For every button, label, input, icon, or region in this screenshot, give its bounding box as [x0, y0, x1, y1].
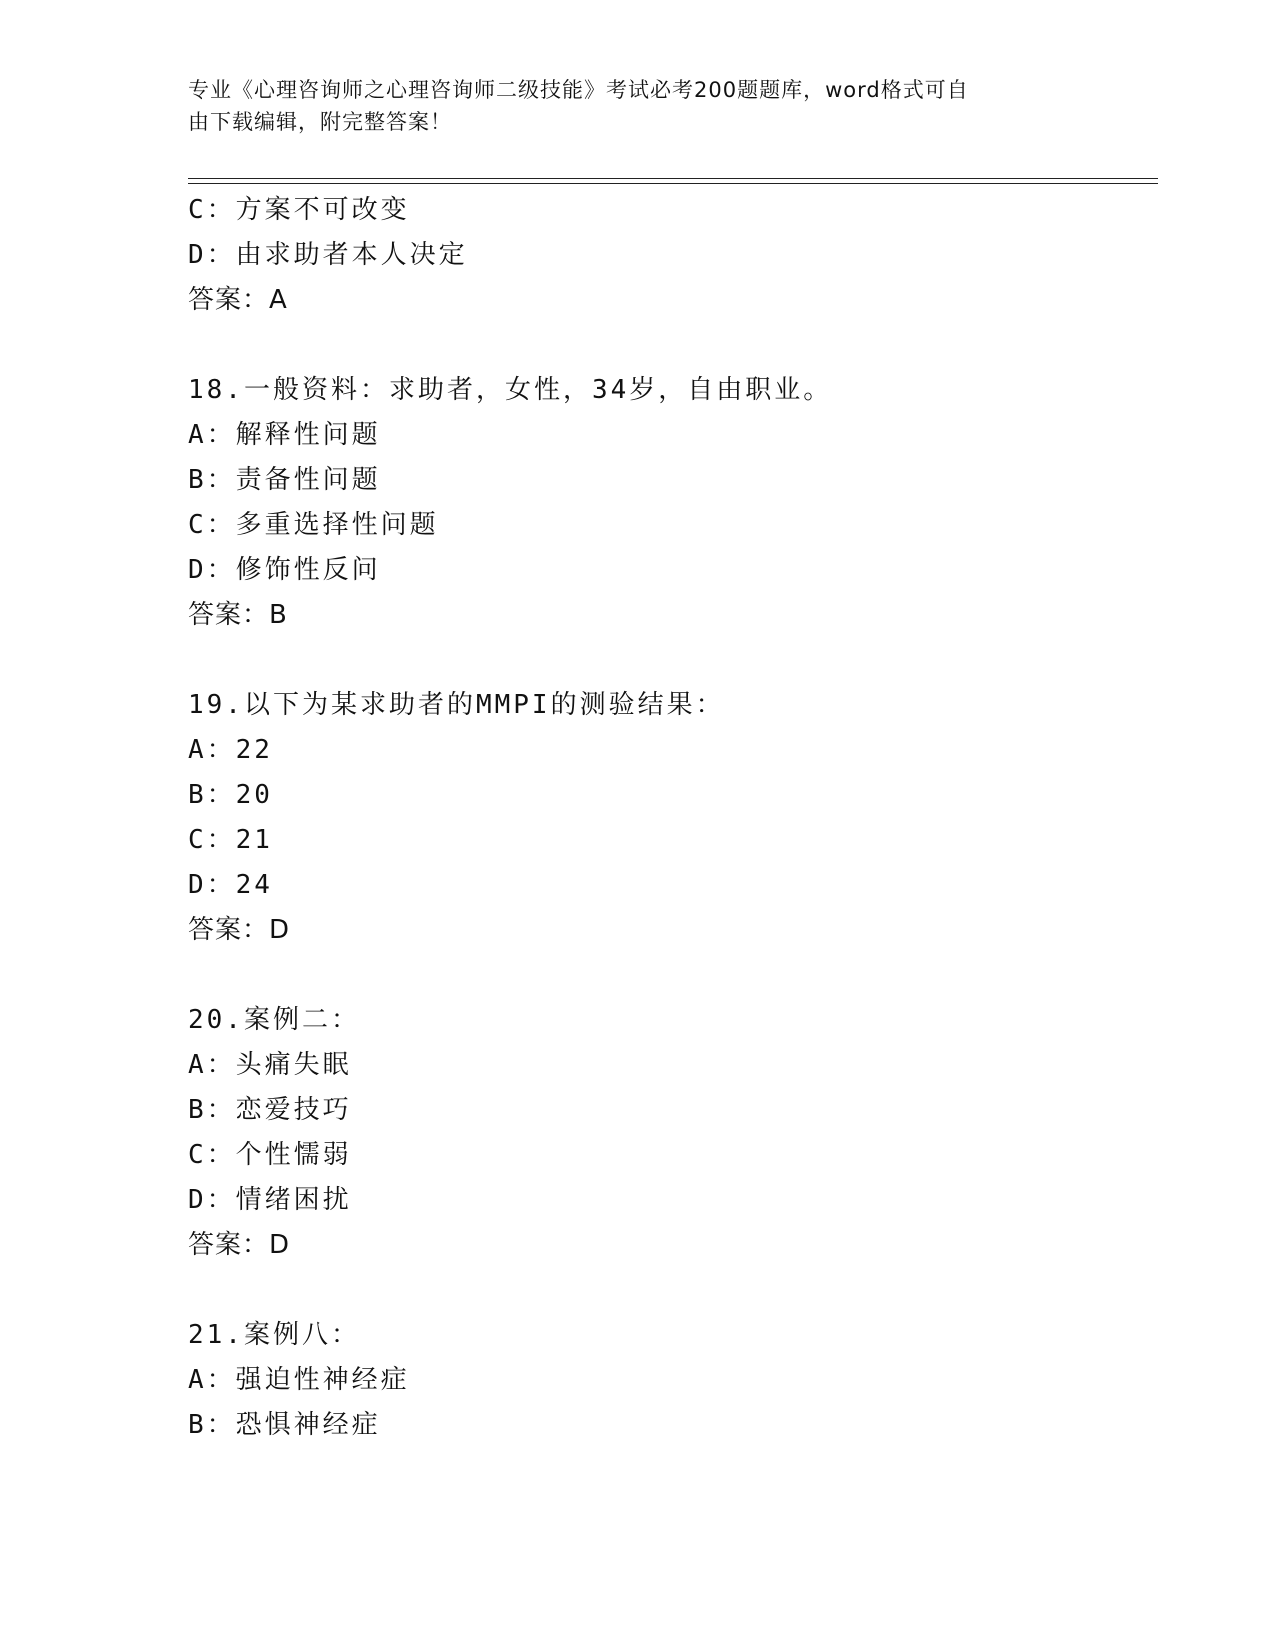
option-line: A：强迫性神经症 [188, 1365, 410, 1395]
question-stem: 21.案例八： [188, 1320, 360, 1350]
option-line: D：由求助者本人决定 [188, 240, 468, 270]
option-line: D：情绪困扰 [188, 1185, 352, 1215]
option-line: C：21 [188, 825, 273, 855]
option-line: C：多重选择性问题 [188, 510, 439, 540]
answer-line: 答案：D [188, 1230, 291, 1260]
header-divider-top [188, 178, 1158, 179]
option-line: D：修饰性反问 [188, 555, 381, 585]
option-line: A：解释性问题 [188, 420, 381, 450]
option-line: A：头痛失眠 [188, 1050, 352, 1080]
answer-line: 答案：A [188, 285, 288, 315]
answer-line: 答案：D [188, 915, 291, 945]
document-header [188, 74, 1068, 138]
question-stem: 19.以下为某求助者的MMPI的测验结果： [188, 690, 725, 720]
option-line: B：恋爱技巧 [188, 1095, 352, 1125]
option-line: D：24 [188, 870, 273, 900]
option-line: B：20 [188, 780, 273, 810]
header-line-1: 专业《心理咨询师之心理咨询师二级技能》考试必考200题题库，word格式可自 [188, 78, 969, 102]
header-divider-bottom [188, 183, 1158, 184]
option-line: C：方案不可改变 [188, 195, 410, 225]
header-line-2: 由下载编辑，附完整答案！ [188, 110, 452, 134]
question-stem: 18.一般资料：求助者，女性，34岁，自由职业。 [188, 375, 833, 405]
option-line: A：22 [188, 735, 273, 765]
answer-line: 答案：B [188, 600, 288, 630]
option-line: B：恐惧神经症 [188, 1410, 381, 1440]
option-line: C：个性懦弱 [188, 1140, 352, 1170]
option-line: B：责备性问题 [188, 465, 381, 495]
question-stem: 20.案例二： [188, 1005, 360, 1035]
